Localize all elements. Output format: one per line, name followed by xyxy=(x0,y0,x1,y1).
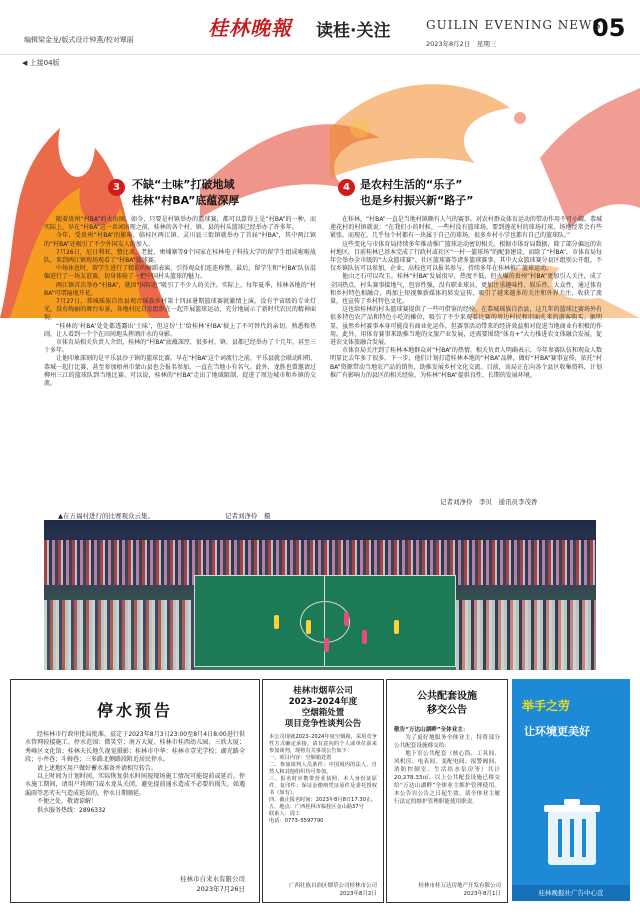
tobacco-tender-notice xyxy=(262,679,384,903)
article-4-paragraph: 在桂林，“村BA”一直是当地村镇颇有人气的赛事。对农村群众体育运动的带动作用不可小觑。恭城莲花村的村镇就说：“在我们小的时候，一些村没有篮球场，要到莲花村的球场打球，场地经常会有些紧张。而现在，几乎每个村都有一块属于自己的球场，很多乡村小学也都有自己的篮球队。” xyxy=(330,216,602,240)
article-3-paragraph: “桂林的‘村BA’处处都透露出‘土味’，但这份‘土’给桂林‘村BA’披上了不可替代的亲切、熟悉和热闹，让人看到一个个在田间地头挥洒汗水的身影。 xyxy=(44,322,316,338)
article-3-paragraph: 7月26日，尼日利亚、赞比亚、老挝、柬埔寨等9个国家在桂林电子科技大学的留学生组成啦啦战队，来到两江镇现场观看了“村BA”篮球赛。 xyxy=(44,248,316,265)
ad-slogan-1: 举手之劳 xyxy=(522,699,571,713)
article-3-title xyxy=(132,177,239,209)
article-4-credit: 记者刘净伶 李贝 通讯员李茂香 xyxy=(440,498,538,506)
water-outage-notice xyxy=(10,679,260,903)
article-4-paragraph: 他山之石可以攻玉。桂林“村BA”发展很早，热度不低，但火爆的贵州“村BA”更加引人关注，成了全国热点，村头赛事接地气，包容性强，没有职业球员，更加注重趣味性、娱乐性、大众性，通过体育和乡村特色相融合，再加上短视频新媒体的转发宣传，吸引了越来越多的关注和外界关注，收获了流量，也宣传了乡村特色文化。 xyxy=(330,273,602,306)
tobacco-notice-signature: 广西壮族自治区烟草公司桂林市公司 2023年8月2日 xyxy=(288,883,377,897)
continued-note: ◀ 上接04版 xyxy=(22,59,60,67)
basketball-court xyxy=(194,575,456,667)
masthead xyxy=(208,6,632,52)
ad-footer: 桂林晚报社广告中心宣 xyxy=(512,885,630,901)
water-notice-title: 停水预告 xyxy=(96,701,173,720)
tobacco-notice-body: 本公司现就2023–2024年度空烟箱，采用竞争性方式确定承接。请有意向的个人或单位前来参加谈判，现将有关事项公告如下： 一、项目内容：空烟箱处置 二、参加谈判人员条件：中国境内的法人、自然人和其他组织均可参加。 三、报名时应携带营业执照、本人身份证原件，复印件；保证金缴纳凭证原件及委托授权书（如有）。 四、截止报名时间：2023年8月8日17:30止。 五、地点：广西桂林市临桂区金山路37号 联系人：周工 电话：0773–5597790 xyxy=(269,734,377,824)
water-notice-paragraph: 以上时间为计划时间，实际恢复供水时间视现场施工情况可能提前或延后。停水施工期间，请用户将阀门或水龙头关闭，避免提前通水造成不必要的损失。如遇漏雨等恶劣天气造成延误的，停水日期顺延。 xyxy=(25,773,245,797)
article-3-paragraph: 随着贵州“村BA”的火出圈，如今，只要是村镇举办的篮球赛，都可以算得上是“村BA”的一种。而实际上，早在“村BA”这一名词出现之前，桂林的各个村、镇、县的村头篮球已经举办了许多年。 xyxy=(44,216,316,232)
facility-transfer-notice xyxy=(386,679,508,903)
article-number-badge: 3 xyxy=(108,179,125,196)
article-3-paragraph: 中场休息时，留学生进行了精彩的舞蹈表演，引得观众们连连称赞。最后，留学生和“村BA”队伍混编进行了一场友谊赛，切身体验了一把中国村头篮球的魅力。 xyxy=(44,265,316,281)
article-3-title-line-1: 不缺“土味”打破地域 xyxy=(132,178,235,191)
public-service-ad xyxy=(512,679,630,901)
water-notice-signature: 桂林市自来水有限公司 2023年7月26日 xyxy=(180,875,245,893)
article-4-paragraph: 这些变化与市体育局持续多年推动推广篮球运动密切相关。根据市体育局数据，除了部分偏远的农村地区，目前桂林已基本完成了行政村或社区“一村一篮球场”的配套建设，而除了“村BA”，市体育局每年会举办全市级的“大众篮球赛”、社区篮球赛等诸多篮球赛事，其中大众篮球赛分县区组别公开组，不仅乡镇队伍可以参加，企业、高校也可以报名参与，持续多年在桂林推广篮球运动。 xyxy=(330,240,602,273)
section-title: 读桂·关注 xyxy=(316,21,391,41)
article-3-paragraph: 7月27日，恭城瑶族自治县观音瑶族乡村第十四届暑期篮球赛就激情上演。没有宇宙级的专业灯光，没有绚丽的舞台布景，各地村民自发组织在一起开展篮球运动，充分地展示了新时代农民的精神面貌。 xyxy=(44,298,316,322)
article-4-title xyxy=(360,177,473,209)
article-number-badge: 4 xyxy=(338,179,355,196)
header-rule xyxy=(0,54,640,55)
editor-credits: 编辑梁金龙/版式设计钟燕/校对覃丽 xyxy=(24,36,134,44)
basketball-game-photo xyxy=(44,520,596,670)
trash-bin-icon xyxy=(534,789,610,869)
crowd-right xyxy=(456,600,596,670)
paper-name-en: GUILIN EVENING NEWS xyxy=(426,18,602,32)
water-notice-paragraph: 经桂林市行政审批局批准，兹定于2023年8月3日23:00至8月4日8:00进行供水管网较接施工。停水范围：微笑堂；南方大厦、桂林市桂西幼儿园、三欣大厦；秀峰区文化馆；桂林天长地久视觉摄影；桂林市中华：桂林市壹光学校；湖光路全段；小井巷；斗姆巷；三多路北侧路段附近居民停水。 xyxy=(25,731,245,764)
page-number: 05 xyxy=(592,14,626,42)
water-notice-paragraph: 请上述地区用户做好蓄水准备并请相互转告。 xyxy=(37,764,158,772)
photo-caption: ▲在五福村进行的比赛观众云集。 xyxy=(58,512,154,520)
article-4-paragraph: 市体育局关注到了桂林本地群众对“村BA”的热情，相关负责人明确表示，今年参赛队伍和观众人数明显比去年多了很多。下一步，他们计划打造桂林本地的“村BA”品牌，做好“村BA”赛事宣传，依托“村BA”资源带动当地农产品的销售，助推发展乡村文化交流。目前，该局正在向各个县区收集资料，计划推广有影响力的县区的相关经验，为桂林“村BA”提供良性、长期的发展环境。 xyxy=(330,347,602,379)
article-3-paragraph: 市体育局相关负责人介绍，桂林的“村BA”底蕴深厚，很多村、镇、县都已经举办了十几年，甚至三十多年。 xyxy=(44,339,316,355)
water-notice-paragraph: 供水服务热线：2896332 xyxy=(37,806,106,814)
newspaper-logo: 桂林晚報 xyxy=(208,16,292,40)
issue-date: 2023年8月2日 星期三 xyxy=(426,40,497,48)
water-notice-body xyxy=(25,731,245,815)
facility-notice-signature: 桂林市桂万达房地产开发有限公司 2023年8月1日 xyxy=(418,883,501,897)
ad-slogan-2: 让环境更美好 xyxy=(524,725,590,738)
article-4-body xyxy=(330,216,602,490)
article-3-paragraph: 今年，受贵州“村BA”的影响，临桂区两江镇、灵川县三街镇就举办了首届“村BA”，其中两江镇的“村BA”还吸引了不少外国友人的加入。 xyxy=(44,232,316,248)
article-3-paragraph: 两江镇首次举办“村BA”，就因“国际范”吸引了不少人的关注。实际上，每年夏季，桂林各地的“村BA”可谓遍地开花。 xyxy=(44,281,316,297)
article-4-title-line-1: 是农村生活的“乐子” xyxy=(360,178,463,191)
crowd-left xyxy=(44,600,194,670)
photo-credit: 记者刘净伶 摄 xyxy=(225,512,271,520)
water-notice-paragraph: 不便之处，敬请谅解！ xyxy=(37,798,98,806)
facility-notice-body: 敬告“万达山湖畔”全体业主： 为了更好地服务全体业主，特将部分公共配套设施移交给： 地下室公共配套（核心筒、工具间、风机房、电表间、变配电间、报警阀间、消防控制室、生活给水泵房等）共计20,278.33㎡。以上公共配套设施已移交给“万达山湖畔”全体业主维护管理使用。本公告自公告之日起生效，请全体业主履行法定的维护管理职能使用职责。 xyxy=(394,727,500,805)
facility-notice-title: 公共配套设施 移交公告 xyxy=(417,691,477,716)
tobacco-notice-title: 桂林市烟草公司 2023–2024年度 空烟箱处置 项目竞争性谈判公告 xyxy=(284,686,362,729)
article-4-title-line-2: 也是乡村振兴新“路子” xyxy=(360,194,474,207)
article-3-paragraph: 让他印象深刻的是平乐县沙子镇的篮球比赛。早在“村BA”这个词流行之前，平乐县就会联动阳朔、恭城一起打比赛，甚至参加梧州市蒙山县也会报名参加，一直在当地小有名气。此外，龙胜也曾邀请过柳州三江的篮球队到当地比赛。可以说，桂林的“村BA”走出了地域限制，促进了周边城市和乡镇的交流。 xyxy=(44,355,316,388)
article-3-body xyxy=(44,216,316,506)
article-3-title-line-2: 桂林“村BA”底蕴深厚 xyxy=(132,194,240,207)
article-4-paragraph: 这也给桂林的村头篮球赛提供了一些可借鉴的经验。在恭城瑶族自治县，这几年的篮球比赛场外有很多特色农产品和特色小吃的摊位，吸引了不少来观看比赛的周边村民和旧面孔来的游客购买。据明显，虽然乡村赛事本身可能没有商业化运作，但赛事活动带来的经济效益和对促进当地商业有积极的作用。此外，用体育赛事来助推当地的文旅产业发展，还需要围绕“体育+”大力推进农文体融合发展，促进农文体旅融合发展。 xyxy=(330,306,602,347)
speaker-icon: ◀ xyxy=(22,59,28,67)
